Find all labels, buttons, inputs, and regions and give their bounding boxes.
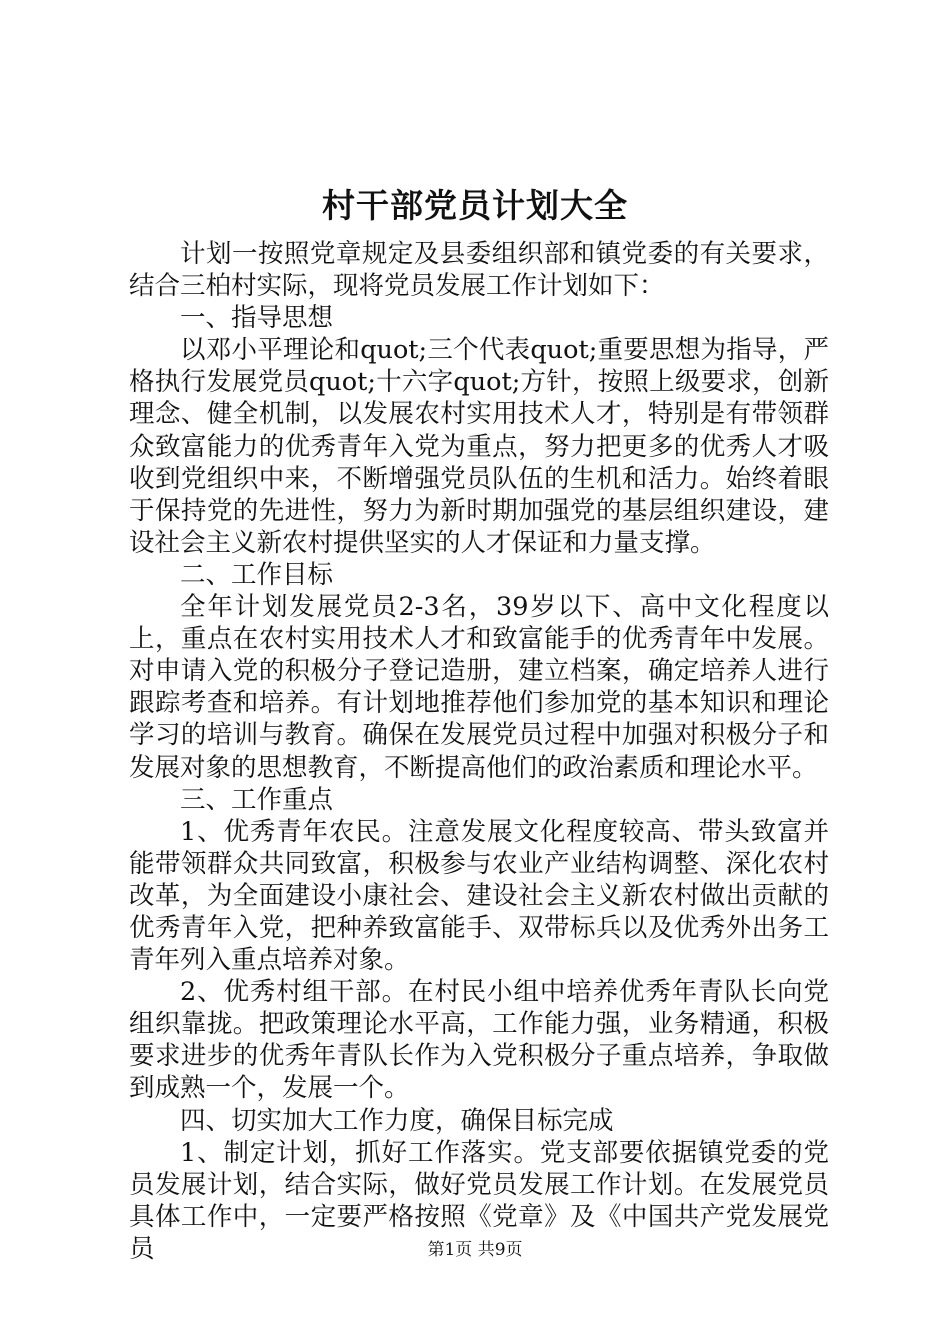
paragraph-measures-1: 1、制定计划，抓好工作落实。党支部要依据镇党委的党员发展计划，结合实际，做好党员发展工作计划。在发展党员具体工作中，一定要严格按照《党章》及《中国共产党发展党员 (129, 1137, 829, 1264)
paragraph-work-goals: 全年计划发展党员2-3名，39岁以下、高中文化程度以上，重点在农村实用技术人才和致富能手的优秀青年中发展。对申请入党的积极分子登记造册，建立档案，确定培养人进行跟踪考查和培养。有计划地推荐他们参加党的基本知识和理论学习的培训与教育。确保在发展党员过程中加强对积极分子和发展对象的思想教育，不断提高他们的政治素质和理论水平。 (129, 592, 829, 783)
paragraph-guiding-ideology: 以邓小平理论和quot;三个代表quot;重要思想为指导，严格执行发展党员quot;十六字quot;方针，按照上级要求，创新理念、健全机制，以发展农村实用技术人才，特别是有带领群众致富能力的优秀青年入党为重点，努力把更多的优秀人才吸收到党组织中来，不断增强党员队伍的生机和活力。始终着眼于保持党的先进性，努力为新时期加强党的基层组织建设，建设社会主义新农村提供坚实的人才保证和力量支撑。 (129, 335, 829, 558)
section-heading-1: 一、指导思想 (180, 303, 334, 334)
paragraph-intro: 计划一按照党章规定及县委组织部和镇党委的有关要求，结合三柏村实际，现将党员发展工作计划如下： (129, 239, 829, 302)
document-title: 村干部党员计划大全 (322, 186, 628, 225)
section-heading-3: 三、工作重点 (180, 784, 334, 815)
section-heading-2: 二、工作目标 (180, 559, 334, 590)
section-heading-4: 四、切实加大工作力度，确保目标完成 (180, 1105, 614, 1136)
paragraph-focus-2: 2、优秀村组干部。在村民小组中培养优秀年青队长向党组织靠拢。把政策理论水平高，工作能力强，业务精通，积极要求进步的优秀年青队长作为入党积极分子重点培养，争取做到成熟一个，发展一个。 (129, 977, 829, 1104)
page-footer: 第1页 共9页 (427, 1240, 523, 1260)
document-body (129, 238, 829, 1265)
paragraph-focus-1: 1、优秀青年农民。注意发展文化程度较高、带头致富并能带领群众共同致富，积极参与农业产业结构调整、深化农村改革，为全面建设小康社会、建设社会主义新农村做出贡献的优秀青年入党，把种养致富能手、双带标兵以及优秀外出务工青年列入重点培养对象。 (129, 816, 829, 976)
